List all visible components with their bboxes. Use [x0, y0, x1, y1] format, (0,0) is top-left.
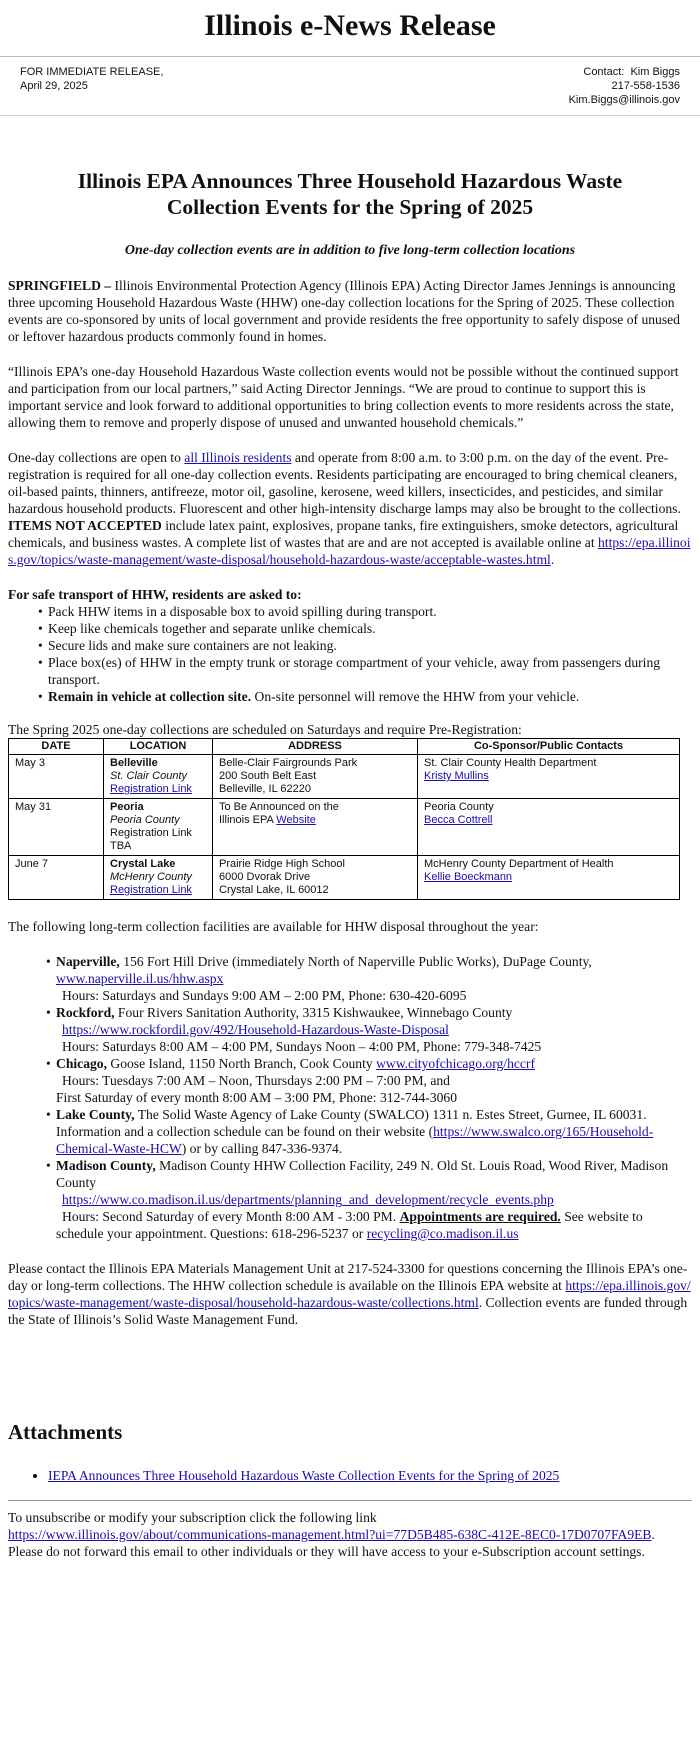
- address-line: Belleville, IL 62220: [219, 783, 311, 795]
- registration-tba: TBA: [110, 840, 132, 852]
- row-contacts: [418, 856, 680, 900]
- contact-link[interactable]: Becca Cottrell: [424, 814, 493, 826]
- release-date: April 29, 2025: [20, 80, 88, 92]
- schedule-table: [8, 738, 680, 900]
- acceptable-wastes-link[interactable]: https://epa.illinois.gov/topics/waste-management/waste-disposal/household-hazardous-waste/acceptable-wastes.html: [8, 535, 691, 567]
- facility-text: The Solid Waste Agency of Lake County (SWALCO) 1311 n. Estes Street, Gurnee, IL 60031. Information and a collection schedule can be found on their website (: [56, 1107, 647, 1139]
- row-address: [213, 799, 418, 856]
- registration-link[interactable]: Registration Link: [110, 884, 192, 896]
- contact-link[interactable]: Kellie Boeckmann: [424, 871, 513, 883]
- row-date: May 3: [9, 755, 104, 799]
- release-left: [20, 65, 163, 107]
- facility-hours: Hours: Saturdays and Sundays 9:00 AM – 2:00 PM, Phone: 630-420-6095: [62, 988, 467, 1003]
- subscription-link[interactable]: https://www.illinois.gov/about/communications-management.html?ui=77D5B485-638C-412E-8EC0-17D0707FA9EB: [8, 1527, 652, 1542]
- footer-text-end: . Please do not forward this email to other individuals or they will have access to your e-Subscription account settings.: [8, 1527, 655, 1559]
- address-line: [219, 814, 411, 827]
- row-contacts: [418, 755, 680, 799]
- facilities-intro: The following long-term collection facilities are available for HHW disposal throughout the year:: [8, 919, 539, 934]
- collections-link[interactable]: https://epa.illinois.gov/topics/waste-management/waste-disposal/household-hazardous-waste/collections.html: [8, 1278, 691, 1310]
- city: Belleville: [110, 757, 158, 769]
- facility-text: See website to schedule your appointment. Questions: 618-296-5237 or: [56, 1209, 643, 1241]
- contact-label: Contact:: [583, 66, 625, 78]
- release-contact: [569, 65, 680, 107]
- table-row: [9, 755, 680, 799]
- remain-text: On-site personnel will remove the HHW from your vehicle.: [251, 689, 580, 704]
- facility-madison-county: [56, 1157, 692, 1242]
- rockford-link[interactable]: https://www.rockfordil.gov/492/Household-Hazardous-Waste-Disposal: [62, 1022, 449, 1037]
- facility-text: Goose Island, 1150 North Branch, Cook County: [106, 1056, 377, 1071]
- facility-hours: Hours: Saturdays 8:00 AM – 4:00 PM, Sundays Noon – 4:00 PM, Phone: 779-348-7425: [62, 1039, 542, 1054]
- divider: [8, 1500, 692, 1501]
- registration-text: Registration Link: [110, 827, 192, 839]
- facility-name: Madison County,: [56, 1158, 156, 1173]
- attachments-list: [8, 1467, 692, 1484]
- facilities-list: [8, 953, 692, 1242]
- headline: Illinois EPA Announces Three Household Hazardous Waste Collection Events for the Spring of 2025: [77, 169, 623, 219]
- paragraph-quote: “Illinois EPA’s one-day Household Hazardous Waste collection events would not be possible without the continued support and participation from our local partners,” said Acting Director Jennings. “We are proud to continue to support this is important service and look forward to additional opportunities to bring collection events to more residents across the state, allowing them to remove and properly dispose of unused and unwanted household chemicals.”: [8, 364, 679, 430]
- facility-text: ) or by calling 847-336-9374.: [181, 1141, 343, 1156]
- facility-rockford: [56, 1004, 692, 1055]
- row-date: May 31: [9, 799, 104, 856]
- list-item: • Secure lids and make sure containers are not leaking.: [48, 637, 692, 654]
- remain-in-vehicle: Remain in vehicle at collection site.: [48, 689, 252, 704]
- row-address: [213, 856, 418, 900]
- contact-link[interactable]: Kristy Mullins: [424, 770, 489, 782]
- swalco-link[interactable]: https://www.swalco.org/165/Household-Chemical-Waste-HCW: [56, 1124, 654, 1156]
- madison-email-link[interactable]: recycling@co.madison.il.us: [366, 1226, 519, 1241]
- list-item: [48, 1467, 692, 1484]
- col-location: LOCATION: [104, 739, 213, 755]
- sponsor: McHenry County Department of Health: [424, 858, 614, 870]
- row-location: [104, 856, 213, 900]
- sponsor: Peoria County: [424, 801, 494, 813]
- facility-name: Lake County,: [56, 1107, 135, 1122]
- naperville-link[interactable]: www.naperville.il.us/hhw.aspx: [56, 971, 224, 986]
- attachment-link[interactable]: IEPA Announces Three Household Hazardous Waste Collection Events for the Spring of 2025: [48, 1468, 560, 1483]
- address-line: 6000 Dvorak Drive: [219, 871, 311, 883]
- contact-name: Kim Biggs: [630, 66, 680, 78]
- list-item: • Keep like chemicals together and separate unlike chemicals.: [48, 620, 692, 637]
- article: [0, 168, 700, 1560]
- facility-name: Chicago,: [56, 1056, 107, 1071]
- transport-heading: For safe transport of HHW, residents are asked to:: [8, 587, 302, 602]
- city: Peoria: [110, 801, 144, 813]
- list-item: • Pack HHW items in a disposable box to avoid spilling during transport.: [48, 603, 692, 620]
- row-address: [213, 755, 418, 799]
- dateline: SPRINGFIELD –: [8, 278, 112, 293]
- transport-list: [8, 603, 692, 705]
- banner-title: Illinois e-News Release: [0, 10, 700, 57]
- madison-link[interactable]: https://www.co.madison.il.us/departments/planning_and_development/recycle_events.php: [62, 1192, 554, 1207]
- schedule-intro: The Spring 2025 one-day collections are scheduled on Saturdays and require Pre-Registration:: [8, 722, 522, 737]
- row-location: [104, 755, 213, 799]
- list-item: • Place box(es) of HHW in the empty trunk or storage compartment of your vehicle, away from passengers during transport.: [48, 654, 692, 688]
- details-text-end: .: [550, 552, 555, 567]
- facility-naperville: [56, 953, 692, 1004]
- address-text: Illinois EPA: [219, 814, 277, 826]
- page: [0, 10, 700, 1560]
- address-line: To Be Announced on the: [219, 801, 339, 813]
- row-date: June 7: [9, 856, 104, 900]
- chicago-link[interactable]: www.cityofchicago.org/hccrf: [376, 1056, 535, 1071]
- county: St. Clair County: [110, 770, 188, 782]
- items-not-accepted: ITEMS NOT ACCEPTED: [8, 518, 162, 533]
- facility-text: Madison County HHW Collection Facility, 249 N. Old St. Louis Road, Wood River, Madison County: [56, 1158, 669, 1190]
- address-line: Crystal Lake, IL 60012: [219, 884, 329, 896]
- table-row: [9, 799, 680, 856]
- address-line: 200 South Belt East: [219, 770, 317, 782]
- website-link[interactable]: Website: [276, 814, 316, 826]
- contact-email: Kim.Biggs@illinois.gov: [568, 94, 680, 106]
- col-contacts: Co-Sponsor/Public Contacts: [418, 739, 680, 755]
- list-item: [48, 688, 692, 705]
- facility-hours: Hours: Tuesdays 7:00 AM – Noon, Thursdays 2:00 PM – 7:00 PM, and: [62, 1073, 450, 1088]
- row-location: [104, 799, 213, 856]
- facility-chicago: [56, 1055, 692, 1106]
- paragraph-details: [8, 449, 692, 568]
- city: Crystal Lake: [110, 858, 176, 870]
- appointments-required: Appointments are required.: [399, 1209, 561, 1224]
- facility-name: Rockford,: [56, 1005, 115, 1020]
- address-line: Prairie Ridge High School: [219, 858, 345, 870]
- address-line: Belle-Clair Fairgrounds Park: [219, 757, 358, 769]
- details-text-1: One-day collections are open to: [8, 450, 185, 465]
- paragraph-closing: [8, 1260, 692, 1328]
- attachments-heading: Attachments: [8, 1420, 123, 1444]
- facility-hours: First Saturday of every month 8:00 AM – 3:00 PM, Phone: 312-744-3060: [56, 1090, 458, 1105]
- closing-text: Please contact the Illinois EPA Materials Management Unit at 217-524-3300 for questions concerning the Illinois EPA’s one-day or long-term collections. The HHW collection schedule is available on the Illinois EPA website at: [8, 1261, 688, 1293]
- contact-phone: 217-558-1536: [611, 80, 680, 92]
- facility-lake-county: [56, 1106, 692, 1157]
- intro-text: Illinois Environmental Protection Agency (Illinois EPA) Acting Director James Jennings is announcing three upcoming Household Hazardous Waste (HHW) one-day collection locations for the Spring of 2025. These collection events are co-sponsored by units of local government and provide residents the free opportunity to safely dispose of unused or leftover hazardous products commonly found in homes.: [8, 278, 680, 344]
- table-row: [9, 856, 680, 900]
- facility-hours: Hours: Second Saturday of every Month 8:00 AM - 3:00 PM.: [62, 1209, 400, 1224]
- release-header: [0, 57, 700, 116]
- all-illinois-residents-link[interactable]: all Illinois residents: [184, 450, 292, 465]
- subheadline: One-day collection events are in addition to five long-term collection locations: [124, 243, 576, 258]
- sponsor: St. Clair County Health Department: [424, 757, 597, 769]
- details-text-2: and operate from 8:00 a.m. to 3:00 p.m. on the day of the event. Pre-registration is required for all one-day collection events. Residents participating are encouraged to bring chemical cleaners, oil-based paints, thinners, antifreeze, motor oil, gasoline, kerosene, weed killers, insecticides, and pesticides, and similar hazardous household products. Fluorescent and other high-intensity discharge lamps may also be brought to the collections.: [8, 450, 681, 516]
- facility-text: Four Rivers Sanitation Authority, 3315 Kishwaukee, Winnebago County: [114, 1005, 513, 1020]
- facility-name: Naperville,: [56, 954, 120, 969]
- paragraph-intro: [8, 277, 692, 345]
- footer-text: To unsubscribe or modify your subscription click the following link: [8, 1510, 377, 1525]
- registration-link[interactable]: Registration Link: [110, 783, 192, 795]
- contact-line: [569, 65, 680, 79]
- release-label: FOR IMMEDIATE RELEASE,: [20, 66, 164, 78]
- county: Peoria County: [110, 814, 180, 826]
- col-date: DATE: [9, 739, 104, 755]
- footer: [8, 1509, 692, 1560]
- table-header-row: [9, 739, 680, 755]
- col-address: ADDRESS: [213, 739, 418, 755]
- closing-text-end: . Collection events are funded through the State of Illinois’s Solid Waste Management Fund.: [8, 1295, 688, 1327]
- facility-text: 156 Fort Hill Drive (immediately North of Naperville Public Works), DuPage County,: [119, 954, 592, 969]
- details-text-3: include latex paint, explosives, propane tanks, fire extinguishers, smoke detectors, agricultural chemicals, and business wastes. A complete list of wastes that are and are not accepted is available online at: [8, 518, 679, 550]
- county: McHenry County: [110, 871, 192, 883]
- row-contacts: [418, 799, 680, 856]
